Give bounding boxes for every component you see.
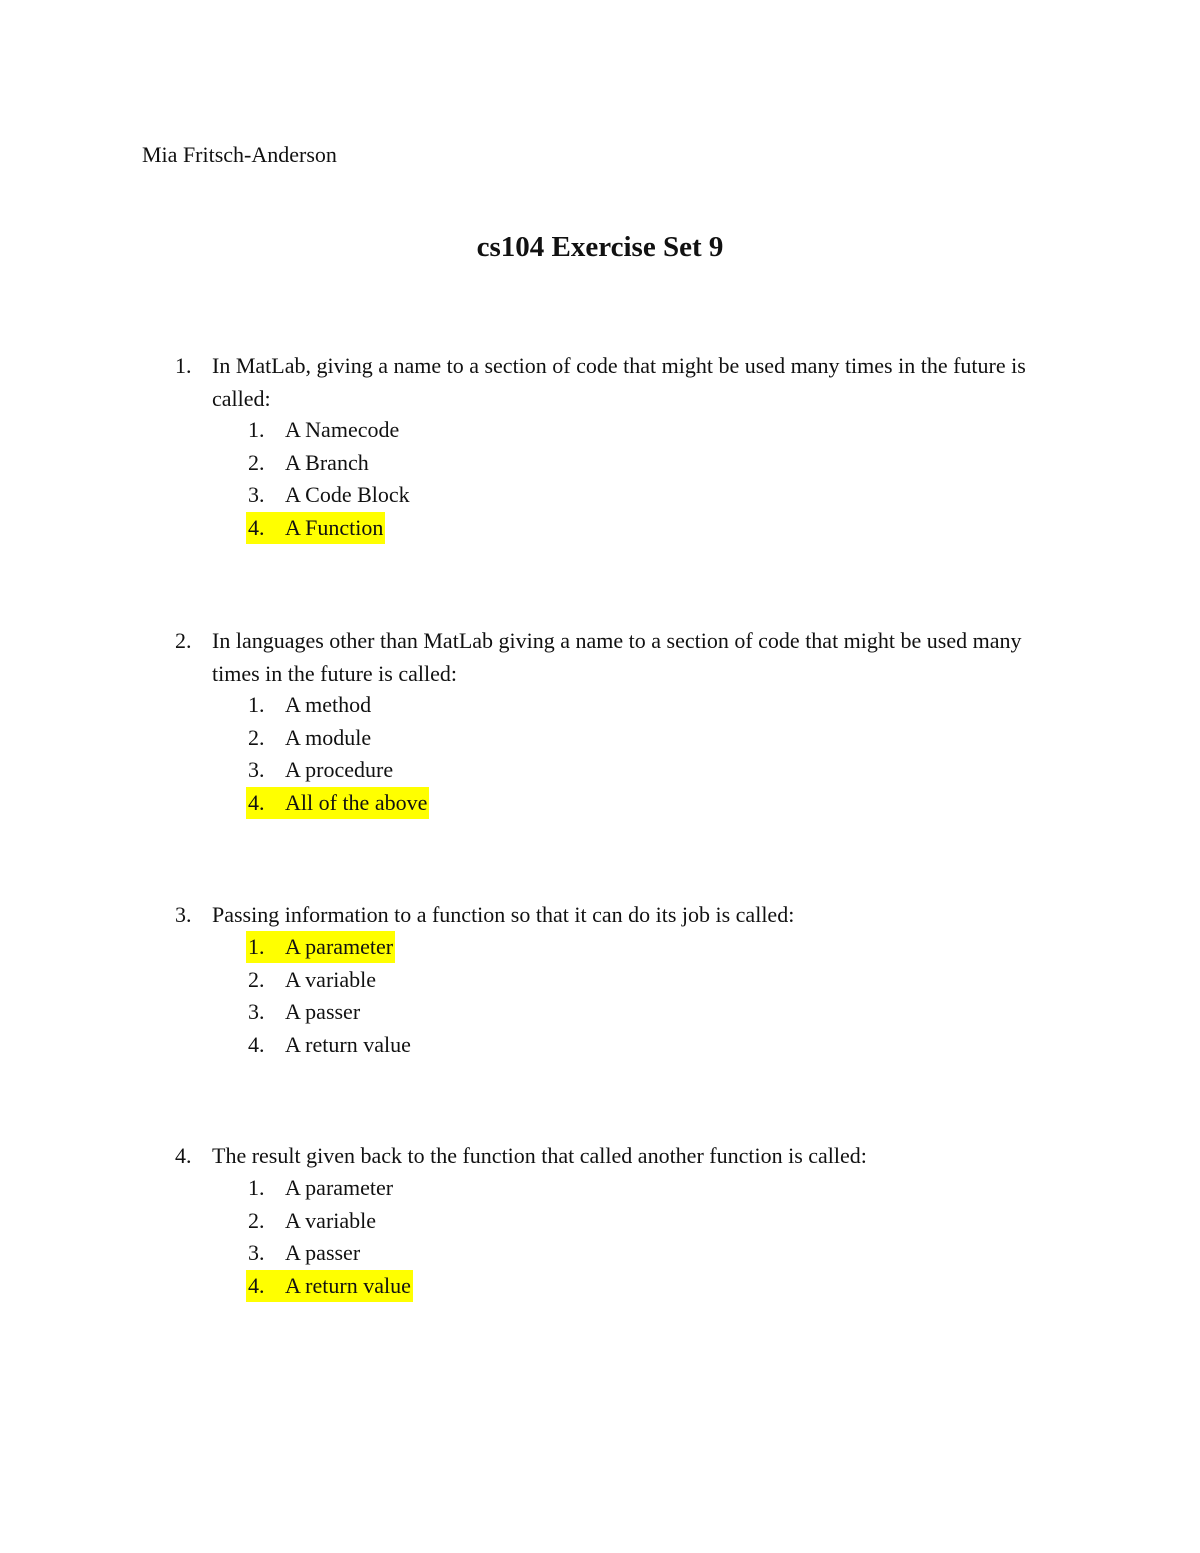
option-item: [246, 1029, 413, 1061]
option-item: [246, 996, 362, 1028]
option-text: A parameter: [285, 1175, 394, 1200]
question-text: The result given back to the function that called another function is called:: [212, 1143, 867, 1168]
option-text: A procedure: [285, 757, 394, 782]
option-number: 2.: [248, 724, 265, 750]
option-number: 2.: [248, 1207, 265, 1233]
option-item: [246, 512, 385, 544]
option-number: 3.: [248, 482, 265, 507]
option-number: 2.: [248, 966, 265, 992]
option-number: 1.: [248, 934, 265, 959]
question-number: 2.: [175, 628, 192, 653]
option-text: A Function: [285, 514, 384, 540]
question-text: Passing information to a function so that it can do its job is called:: [212, 902, 795, 927]
option-item: [246, 1205, 378, 1237]
question-number: 3.: [175, 902, 192, 927]
option-number: 2.: [248, 449, 265, 475]
option-item: [246, 1270, 413, 1302]
option-item: [246, 931, 395, 963]
option-text: A return value: [285, 1272, 411, 1298]
option-item: [246, 1237, 362, 1269]
question-text: In languages other than MatLab giving a name to a section of code that might be used many times in the future is called:: [212, 628, 1022, 686]
option-text: A Namecode: [285, 417, 400, 442]
option-item: [246, 787, 429, 819]
option-item: [246, 479, 412, 511]
option-item: [246, 754, 395, 786]
option-text: A parameter: [285, 934, 394, 959]
option-item: [246, 447, 371, 479]
option-text: A return value: [285, 1031, 411, 1057]
option-text: A variable: [285, 1207, 377, 1233]
author-name: Mia Fritsch-Anderson: [142, 142, 337, 167]
question-text: In MatLab, giving a name to a section of code that might be used many times in the future is called:: [212, 353, 1026, 411]
document-title: cs104 Exercise Set 9: [476, 231, 724, 263]
option-text: A module: [285, 724, 372, 750]
option-text: A variable: [285, 966, 377, 992]
option-text: A Branch: [285, 449, 369, 475]
option-text: A method: [285, 692, 372, 717]
option-text: A passer: [285, 1240, 361, 1265]
option-number: 3.: [248, 1240, 265, 1265]
question-number: 4.: [175, 1143, 192, 1168]
option-item: [246, 414, 401, 446]
option-item: [246, 689, 373, 721]
option-number: 1.: [248, 1175, 265, 1200]
option-item: [246, 722, 373, 754]
option-number: 3.: [248, 757, 265, 782]
option-number: 1.: [248, 417, 265, 442]
option-number: 4.: [248, 1031, 265, 1057]
option-item: [246, 1172, 395, 1204]
option-number: 4.: [248, 514, 265, 540]
question-number: 1.: [175, 353, 192, 378]
option-number: 1.: [248, 692, 265, 717]
option-item: [246, 964, 378, 996]
option-text: All of the above: [285, 789, 428, 815]
option-number: 4.: [248, 789, 265, 815]
option-text: A Code Block: [285, 482, 410, 507]
option-text: A passer: [285, 999, 361, 1024]
option-number: 3.: [248, 999, 265, 1024]
option-number: 4.: [248, 1272, 265, 1298]
